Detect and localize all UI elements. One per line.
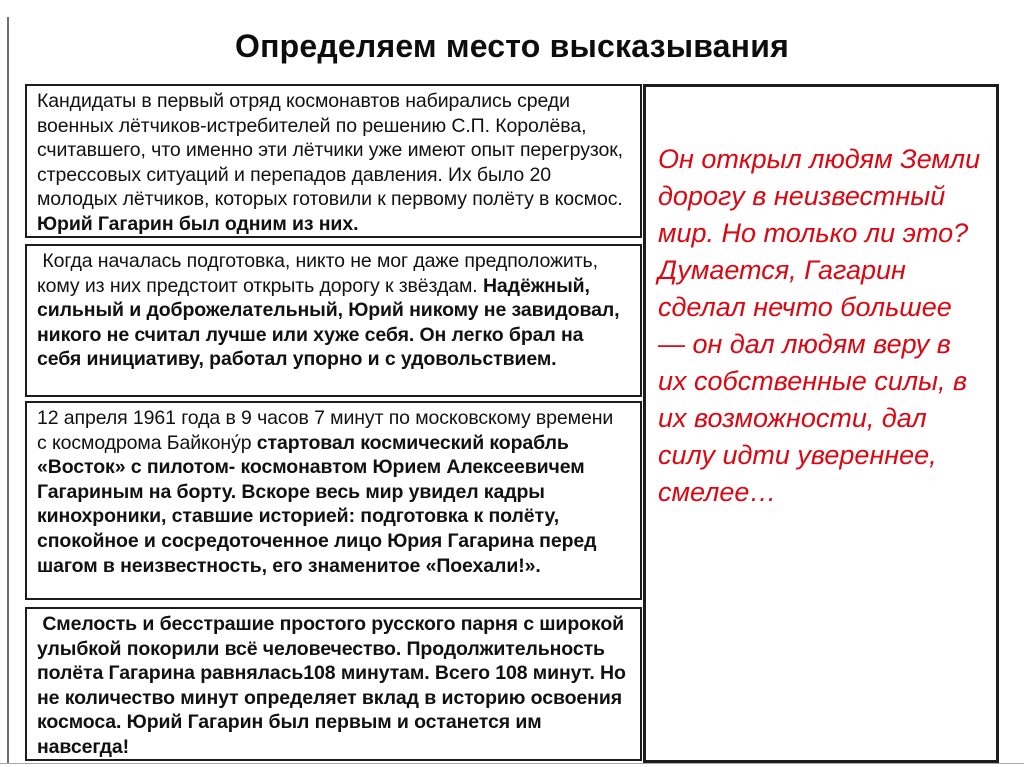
- text-segment-bold: Надёжный, сильный и доброжелательный, Юрий никому не завидовал, никого не считал лучше или хуже себя. Он легко брал на себя инициативу, работал упорно и с удовольствием.: [37, 274, 625, 371]
- text-block-candidates-paragraph: [27, 86, 640, 237]
- text-block-preparation-paragraph: [27, 246, 640, 372]
- text-block-legacy: [25, 607, 642, 761]
- text-block-legacy-paragraph: [27, 609, 640, 760]
- text-block-candidates: [25, 84, 642, 238]
- page-title: Определяем место высказывания: [235, 28, 789, 64]
- text-block-launch: [25, 401, 642, 600]
- quote-text: Он открыл людям Земли дорогу в неизвестный мир. Но только ли это? Думается, Гагарин сделал нечто большее — он дал людям веру в их собственные силы, в их возможности, дал силу идти увереннее, смелее…: [658, 144, 981, 507]
- slide-left-edge-line: [7, 17, 9, 764]
- quote-box: [643, 84, 999, 763]
- slide-bottom-edge-line: [0, 763, 1024, 764]
- text-segment-bold: стартовал космический корабль «Восток» с пилотом- космонавтом Юрием Алексеевичем Гагариным на борту. Вскоре весь мир увидел кадры кинохроники, ставшие историей: подготовка к полёту, спокойное и сосредоточенное лицо Юрия Гагарина перед шагом в неизвестность, его знаменитое «Поехали!».: [37, 431, 602, 577]
- text-segment-bold: Смелость и бесстрашие простого русского парня с широкой улыбкой покорили всё человечество. Продолжительность полёта Гагарина равнялась108 минутам. Всего 108 минут. Но не количество минут определяет вклад в историю освоения космоса. Юрий Гагарин был первым и останется им навсегда!: [37, 613, 632, 758]
- text-segment-normal: Кандидаты в первый отряд космонавтов набирались среди военных лётчиков-истребителей по решению С.П. Королёва, считавшего, что именно эти лётчики уже имеют опыт перегрузок, стрессовых ситуаций и перепадов давления. Их было 20 молодых лётчиков, которых готовили к первому полёту в космос.: [37, 90, 629, 211]
- text-block-launch-paragraph: [27, 403, 640, 578]
- text-segment-bold: Юрий Гагарин был одним из них.: [37, 212, 359, 235]
- text-block-preparation: [25, 244, 642, 397]
- text-segment-normal: Когда началась подготовка, никто не мог даже предположить, кому из них предстоит открыть дорогу к звёздам.: [37, 250, 604, 297]
- text-segment-normal: 12 апреля 1961 года в 9 часов 7 минут по московскому времени с космодрома Байкону́р: [37, 407, 624, 454]
